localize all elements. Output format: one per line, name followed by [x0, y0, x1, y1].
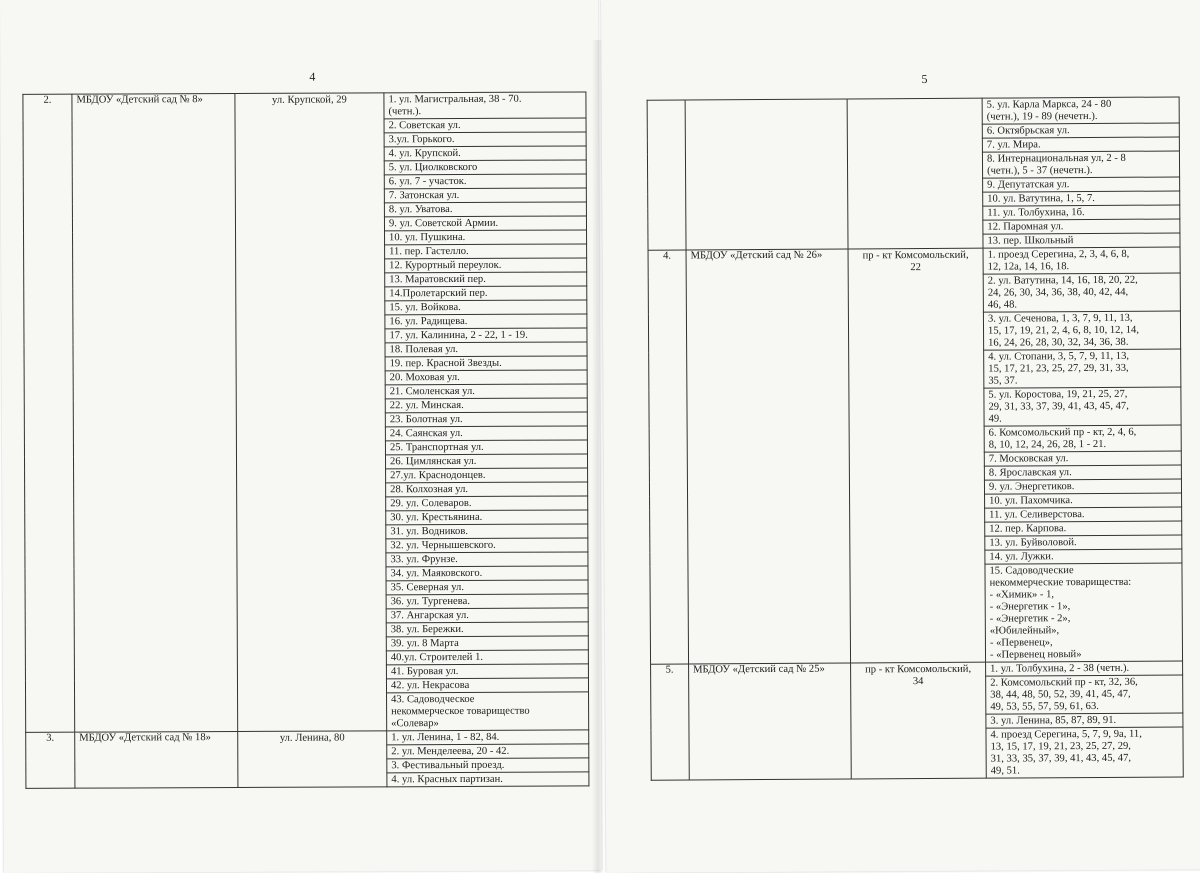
assigned-street: 40.ул. Строителей 1.	[386, 650, 588, 665]
assigned-street: 3. ул. Ленина, 85, 87, 89, 91.	[986, 713, 1183, 728]
assigned-street: 8. Ярославская ул.	[984, 465, 1181, 480]
kindergarten-name	[685, 99, 848, 250]
assigned-street: 12. пер. Карпова.	[985, 521, 1182, 536]
assigned-street: 11. ул. Селиверстова.	[985, 507, 1182, 522]
assigned-street: 25. Транспортная ул.	[385, 440, 587, 455]
assigned-street: 10. ул. Пахомчика.	[985, 493, 1182, 508]
assigned-street: 21. Смоленская ул.	[385, 384, 587, 399]
assigned-street: 41. Буровая ул.	[386, 664, 588, 679]
page-number: 5	[921, 72, 928, 87]
assigned-street: 26. Цимлянская ул.	[385, 454, 587, 469]
row-number	[647, 100, 686, 250]
assigned-street: 5. ул. Карла Маркса, 24 - 80 (четн.), 19 - 89 (нечетн.).	[982, 97, 1179, 124]
assigned-street: 4. проезд Серегина, 5, 7, 9, 9а, 11, 13, 15, 17, 19, 21, 23, 25, 27, 29, 31, 33, 35, 37, 39, 41, 43, 45, 47, 49, 51.	[986, 727, 1183, 778]
assigned-street: 9. ул. Советской Армии.	[384, 216, 586, 231]
assigned-street: 5. ул. Коростова, 19, 21, 25, 27, 29, 31, 33, 37, 39, 41, 43, 45, 47, 49.	[984, 387, 1181, 426]
assigned-street: 13. Маратовский пер.	[385, 272, 587, 287]
assigned-street: 14. ул. Лужки.	[985, 549, 1182, 564]
assigned-street: 15. Садоводческие некоммерческие товарищества: - «Химик» - 1, - «Энергетик - 1», - «Энергетик - 2», «Юбилейный», - «Первенец», - «Первенец новый»	[985, 563, 1183, 662]
assigned-street: 8. ул. Уватова.	[384, 202, 586, 217]
assigned-street: 43. Садоводческое некоммерческое товарищество «Солевар»	[387, 692, 589, 731]
kindergarten-address: пр - кт Комсомольский, 22	[848, 248, 986, 663]
assigned-street: 6. ул. 7 - участок.	[384, 174, 586, 189]
assigned-street: 6. Октябрьская ул.	[982, 123, 1179, 138]
assigned-street: 23. Болотная ул.	[385, 412, 587, 427]
assigned-street: 38. ул. Бережки.	[386, 622, 588, 637]
assigned-street: 30. ул. Крестьянина.	[386, 510, 588, 525]
assigned-street: 4. ул. Крупской.	[384, 146, 586, 161]
assigned-street: 39. ул. 8 Марта	[386, 636, 588, 651]
kindergarten-address-table	[647, 96, 1184, 780]
assigned-street: 12. Паромная ул.	[983, 219, 1180, 234]
assigned-street: 1. ул. Магистральная, 38 - 70. (четн.).	[384, 92, 586, 119]
assigned-street: 1. проезд Серегина, 2, 3, 4, 6, 8, 12, 12а, 14, 16, 18.	[983, 247, 1180, 274]
assigned-street: 36. ул. Тургенева.	[386, 594, 588, 609]
assigned-street: 17. ул. Калинина, 2 - 22, 1 - 19.	[385, 328, 587, 343]
assigned-street: 9. ул. Энергетиков.	[984, 479, 1181, 494]
assigned-street: 4. ул. Стопани, 3, 5, 7, 9, 11, 13, 15, 17, 21, 23, 25, 27, 29, 31, 33, 35, 37.	[984, 349, 1181, 388]
row-number: 5.	[651, 664, 690, 780]
assigned-street: 27.ул. Краснодонцев.	[386, 468, 588, 483]
table-row	[647, 97, 1179, 126]
assigned-street: 28. Колхозная ул.	[386, 482, 588, 497]
table-row	[23, 92, 586, 120]
assigned-street: 13. пер. Школьный	[983, 233, 1180, 248]
assigned-street: 24. Саянская ул.	[385, 426, 587, 441]
kindergarten-name: МБДОУ «Детский сад № 26»	[686, 249, 851, 664]
assigned-street: 7. Московская ул.	[984, 451, 1181, 466]
assigned-street: 8. Интернациональная ул, 2 - 8 (четн.), 5 - 37 (нечетн.).	[982, 151, 1179, 178]
assigned-street: 14.Пролетарский пер.	[385, 286, 587, 301]
assigned-street: 31. ул. Водников.	[386, 524, 588, 539]
assigned-street: 3. ул. Сеченова, 1, 3, 7, 9, 11, 13, 15, 17, 19, 21, 2, 4, 6, 8, 10, 12, 14, 16, 24, 26, 28, 30, 32, 34, 36, 38.	[983, 311, 1180, 350]
page-number: 4	[309, 69, 316, 84]
kindergarten-address: пр - кт Комсомольский, 34	[851, 662, 987, 779]
row-number: 2.	[23, 94, 75, 732]
assigned-street: 2. ул. Менделеева, 20 - 42.	[387, 744, 589, 759]
assigned-street: 22. ул. Минская.	[385, 398, 587, 413]
assigned-street: 7. ул. Мира.	[982, 137, 1179, 152]
kindergarten-name: МБДОУ «Детский сад № 25»	[689, 663, 852, 780]
assigned-street: 20. Моховая ул.	[385, 370, 587, 385]
kindergarten-name: МБДОУ «Детский сад № 8»	[72, 93, 238, 732]
kindergarten-address	[847, 98, 983, 249]
assigned-street: 2. ул. Ватутина, 14, 16, 18, 20, 22, 24, 26, 30, 34, 36, 38, 40, 42, 44, 46, 48.	[983, 273, 1180, 312]
kindergarten-name: МБДОУ «Детский сад № 18»	[75, 731, 238, 788]
assigned-street: 10. ул. Пушкина.	[385, 230, 587, 245]
assigned-street: 1. ул. Толбухина, 2 - 38 (четн.).	[986, 661, 1183, 676]
kindergarten-address: ул. Крупской, 29	[235, 93, 387, 732]
assigned-street: 42. ул. Некрасова	[386, 678, 588, 693]
assigned-street: 4. ул. Красных партизан.	[387, 772, 589, 787]
assigned-street: 11. пер. Гастелло.	[385, 244, 587, 259]
assigned-street: 16. ул. Радищева.	[385, 314, 587, 329]
row-number: 4.	[648, 250, 689, 664]
assigned-street: 34. ул. Маяковского.	[386, 566, 588, 581]
assigned-street: 10. ул. Ватутина, 1, 5, 7.	[983, 191, 1180, 206]
assigned-street: 1. ул. Ленина, 1 - 82, 84.	[387, 730, 589, 745]
kindergarten-address: ул. Ленина, 80	[238, 731, 387, 788]
kindergarten-address-table	[22, 91, 589, 788]
assigned-street: 5. ул. Циолковского	[384, 160, 586, 175]
assigned-street: 6. Комсомольский пр - кт, 2, 4, 6, 8, 10, 12, 24, 26, 28, 1 - 21.	[984, 425, 1181, 452]
assigned-street: 2. Комсомольский пр - кт, 32, 36, 38, 44, 48, 50, 52, 39, 41, 45, 47, 49, 53, 55, 57, 59, 61, 63.	[986, 675, 1183, 714]
assigned-street: 13. ул. Буйволовой.	[985, 535, 1182, 550]
assigned-street: 3. Фестивальный проезд.	[387, 758, 589, 773]
assigned-street: 2. Советская ул.	[384, 118, 586, 133]
assigned-street: 9. Депутатская ул.	[983, 177, 1180, 192]
assigned-street: 3.ул. Горького.	[384, 132, 586, 147]
assigned-street: 32. ул. Чернышевского.	[386, 538, 588, 553]
assigned-street: 19. пер. Красной Звезды.	[385, 356, 587, 371]
assigned-street: 35. Северная ул.	[386, 580, 588, 595]
table-row	[648, 247, 1180, 276]
row-number: 3.	[26, 732, 75, 788]
assigned-street: 11. ул. Толбухина, 1б.	[983, 205, 1180, 220]
right-page	[601, 0, 1200, 873]
assigned-street: 33. ул. Фрунзе.	[386, 552, 588, 567]
assigned-street: 7. Затонская ул.	[384, 188, 586, 203]
assigned-street: 15. ул. Войкова.	[385, 300, 587, 315]
assigned-street: 12. Курортный переулок.	[385, 258, 587, 273]
assigned-street: 29. ул. Солеваров.	[386, 496, 588, 511]
assigned-street: 18. Полевая ул.	[385, 342, 587, 357]
assigned-street: 37. Ангарская ул.	[386, 608, 588, 623]
